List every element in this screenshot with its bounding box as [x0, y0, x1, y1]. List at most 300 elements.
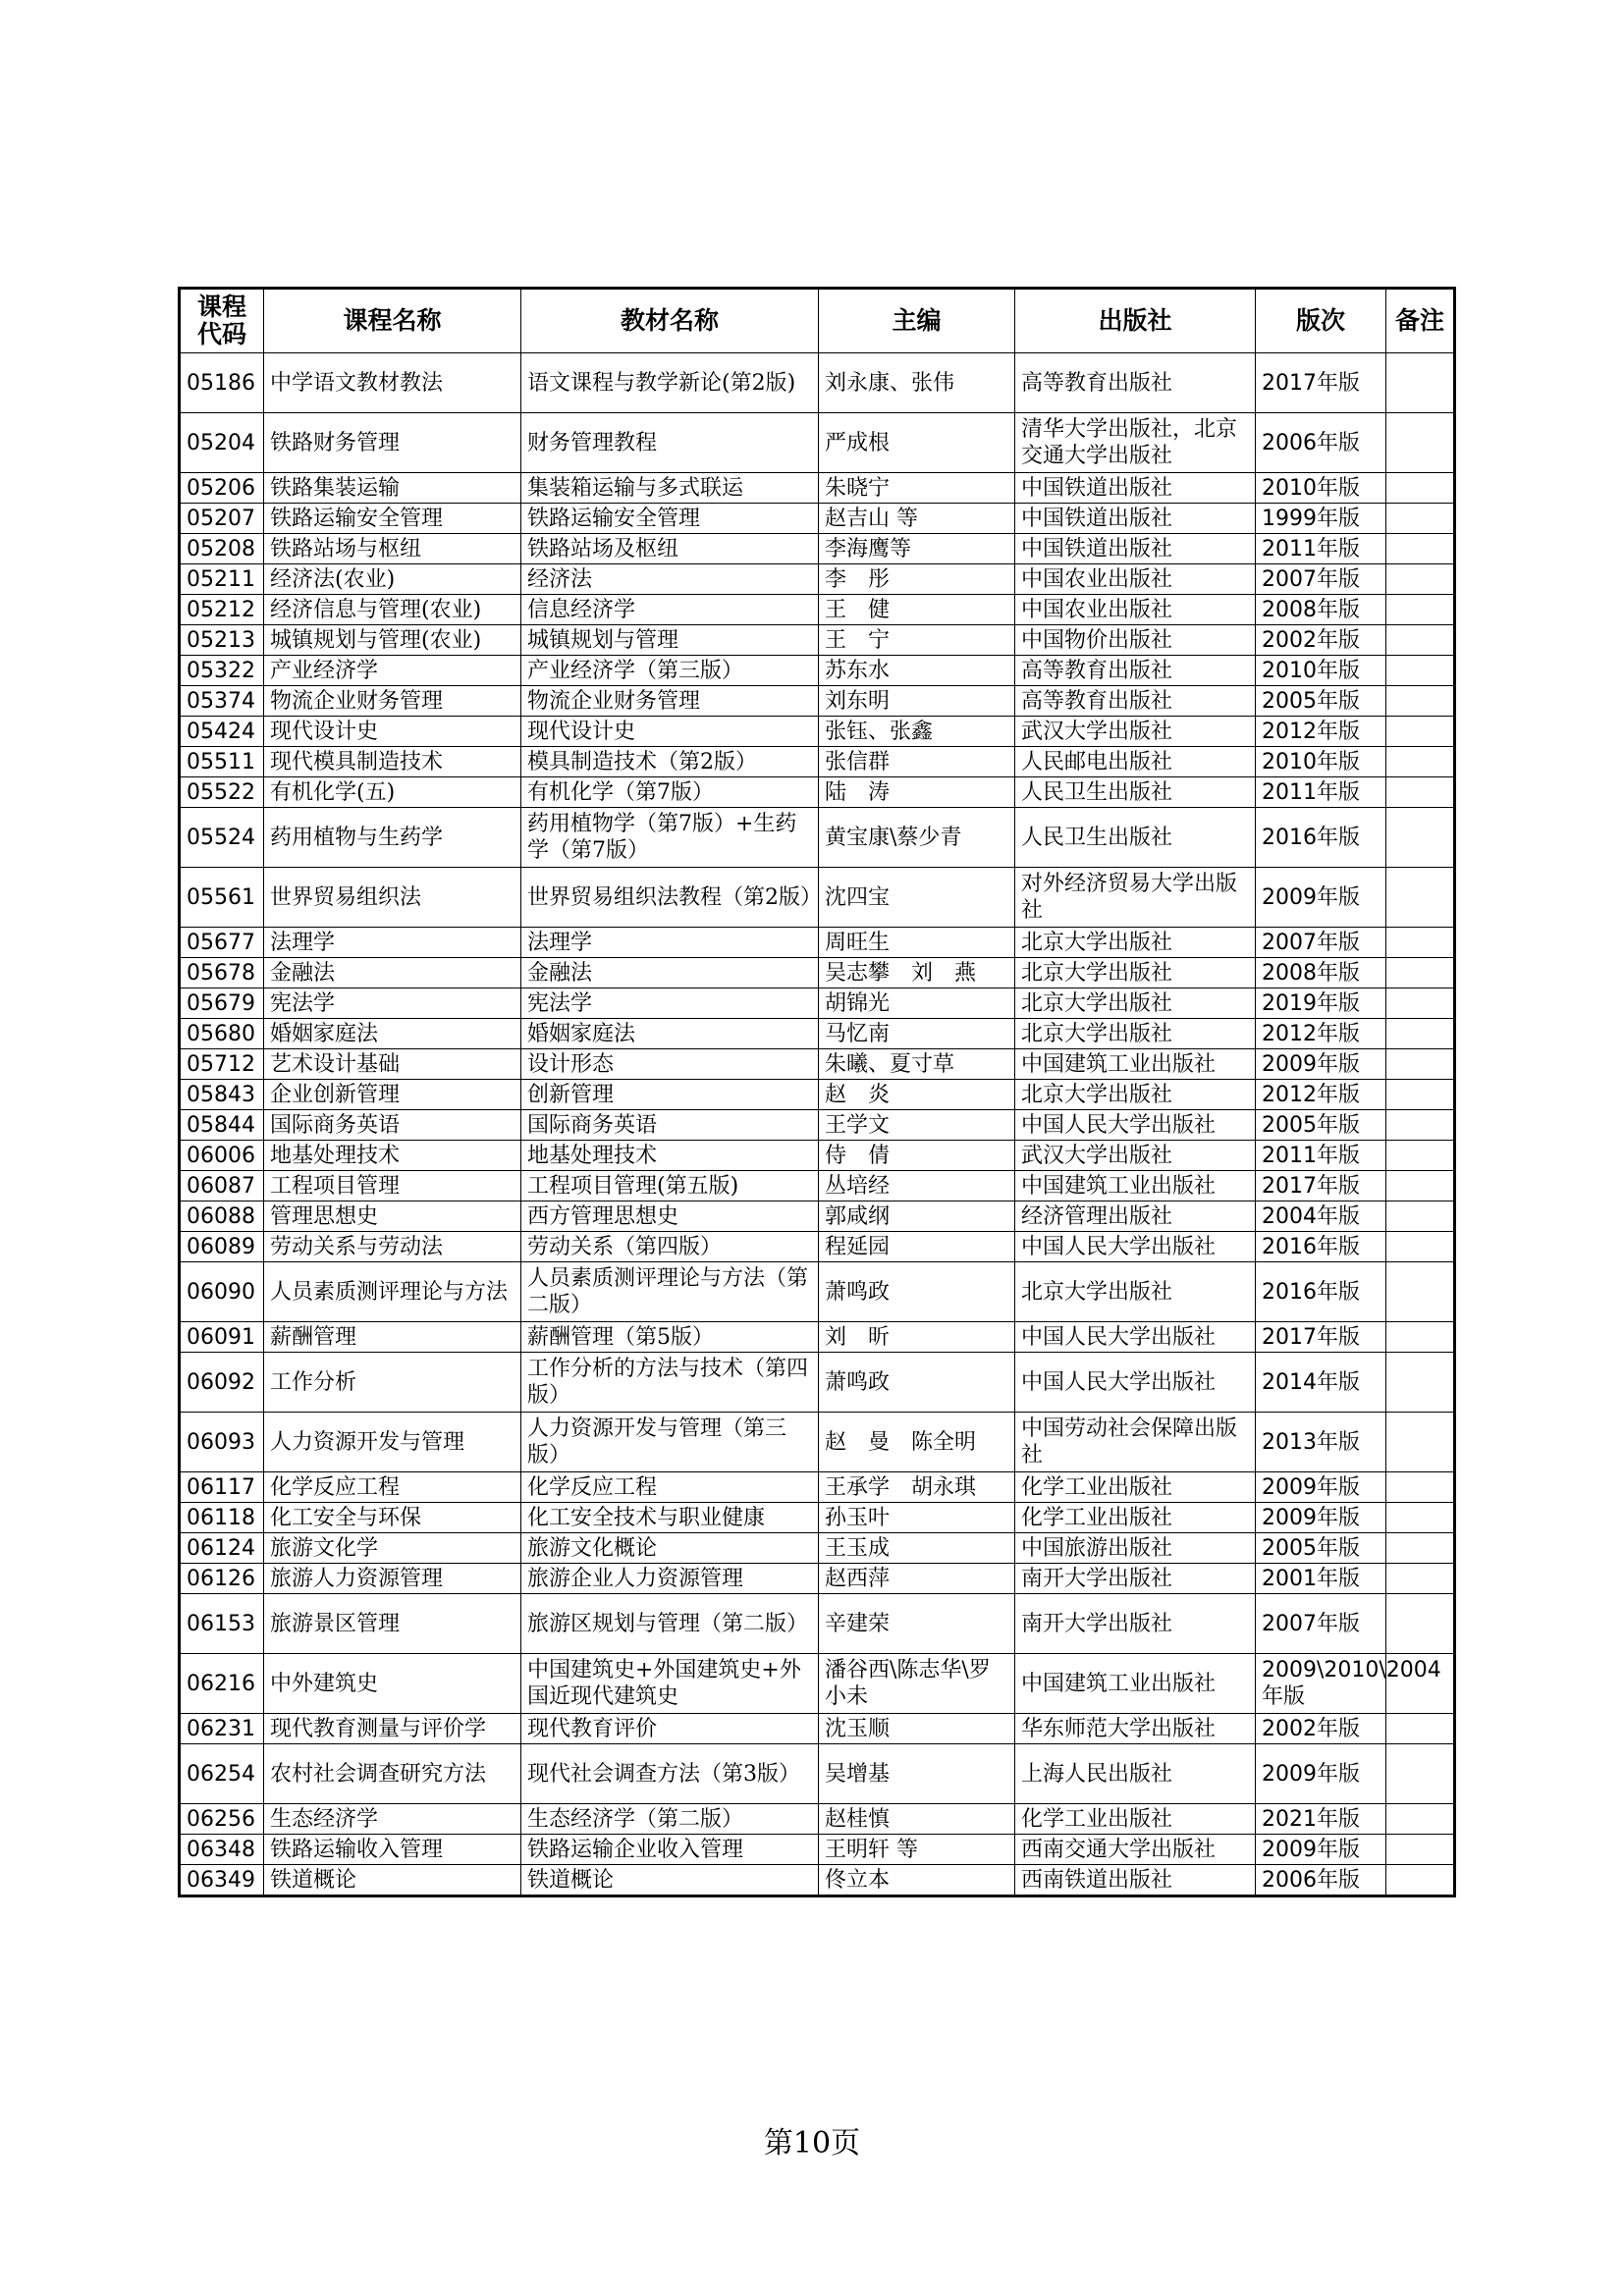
- note-cell: [1386, 1171, 1455, 1201]
- textbook-name-cell: 人员素质测评理论与方法（第二版）: [521, 1262, 819, 1322]
- note-cell: [1386, 595, 1455, 625]
- code-cell: 05211: [180, 564, 264, 595]
- publisher-cell: 北京大学出版社: [1015, 988, 1256, 1019]
- code-cell: 06349: [180, 1865, 264, 1896]
- textbook-name-cell: 产业经济学（第三版）: [521, 656, 819, 686]
- edition-cell: 2002年版: [1256, 1714, 1386, 1744]
- textbook-name-cell: 物流企业财务管理: [521, 686, 819, 717]
- publisher-cell: 西南交通大学出版社: [1015, 1835, 1256, 1865]
- editor-cell: 刘东明: [819, 686, 1015, 717]
- code-cell: 05678: [180, 958, 264, 988]
- note-cell: [1386, 1533, 1455, 1564]
- note-cell: [1386, 1804, 1455, 1835]
- publisher-cell: 中国建筑工业出版社: [1015, 1171, 1256, 1201]
- course-name-cell: 法理学: [264, 928, 521, 958]
- table-row: [180, 1322, 1455, 1353]
- textbook-name-cell: 药用植物学（第7版）+生药学（第7版）: [521, 808, 819, 868]
- publisher-cell: 高等教育出版社: [1015, 656, 1256, 686]
- course-name-cell: 中外建筑史: [264, 1654, 521, 1714]
- editor-cell: 黄宝康\蔡少青: [819, 808, 1015, 868]
- textbook-name-cell: 铁路运输企业收入管理: [521, 1835, 819, 1865]
- course-name-cell: 地基处理技术: [264, 1141, 521, 1171]
- course-name-cell: 现代设计史: [264, 717, 521, 747]
- header-edition: 版次: [1256, 289, 1386, 353]
- note-cell: [1386, 747, 1455, 777]
- editor-cell: 赵桂慎: [819, 1804, 1015, 1835]
- textbook-name-cell: 模具制造技术（第2版）: [521, 747, 819, 777]
- textbook-name-cell: 化学反应工程: [521, 1472, 819, 1503]
- editor-cell: 朱晓宁: [819, 473, 1015, 504]
- code-cell: 05212: [180, 595, 264, 625]
- textbook-name-cell: 有机化学（第7版）: [521, 777, 819, 808]
- code-cell: 06126: [180, 1564, 264, 1594]
- publisher-cell: 中国人民大学出版社: [1015, 1232, 1256, 1262]
- code-cell: 06093: [180, 1413, 264, 1472]
- edition-cell: 2005年版: [1256, 686, 1386, 717]
- course-name-cell: 婚姻家庭法: [264, 1019, 521, 1049]
- publisher-cell: 中国物价出版社: [1015, 625, 1256, 656]
- editor-cell: 严成根: [819, 413, 1015, 473]
- edition-cell: 2008年版: [1256, 595, 1386, 625]
- publisher-cell: 高等教育出版社: [1015, 686, 1256, 717]
- publisher-cell: 武汉大学出版社: [1015, 717, 1256, 747]
- header-row: [180, 289, 1455, 353]
- note-cell: [1386, 504, 1455, 534]
- code-cell: 06153: [180, 1594, 264, 1654]
- publisher-cell: 中国建筑工业出版社: [1015, 1654, 1256, 1714]
- edition-cell: 2010年版: [1256, 747, 1386, 777]
- editor-cell: 萧鸣政: [819, 1353, 1015, 1413]
- publisher-cell: 中国人民大学出版社: [1015, 1110, 1256, 1141]
- course-name-cell: 现代教育测量与评价学: [264, 1714, 521, 1744]
- course-name-cell: 旅游人力资源管理: [264, 1564, 521, 1594]
- editor-cell: 王承学 胡永琪: [819, 1472, 1015, 1503]
- publisher-cell: 北京大学出版社: [1015, 1262, 1256, 1322]
- editor-cell: 孙玉叶: [819, 1503, 1015, 1533]
- textbook-name-cell: 国际商务英语: [521, 1110, 819, 1141]
- note-cell: [1386, 534, 1455, 564]
- course-name-cell: 国际商务英语: [264, 1110, 521, 1141]
- code-cell: 05206: [180, 473, 264, 504]
- note-cell: [1386, 1413, 1455, 1472]
- table-header: [180, 289, 1455, 353]
- textbook-name-cell: 经济法: [521, 564, 819, 595]
- table-row: [180, 1049, 1455, 1080]
- code-cell: 05843: [180, 1080, 264, 1110]
- code-cell: 06092: [180, 1353, 264, 1413]
- course-name-cell: 薪酬管理: [264, 1322, 521, 1353]
- edition-cell: 2011年版: [1256, 534, 1386, 564]
- editor-cell: 佟立本: [819, 1865, 1015, 1896]
- edition-cell: 2001年版: [1256, 1564, 1386, 1594]
- code-cell: 06091: [180, 1322, 264, 1353]
- code-cell: 05677: [180, 928, 264, 958]
- editor-cell: 王 宁: [819, 625, 1015, 656]
- edition-cell: 2013年版: [1256, 1413, 1386, 1472]
- code-cell: 05522: [180, 777, 264, 808]
- publisher-cell: 南开大学出版社: [1015, 1564, 1256, 1594]
- note-cell: [1386, 1353, 1455, 1413]
- editor-cell: 刘永康、张伟: [819, 353, 1015, 413]
- code-cell: 06089: [180, 1232, 264, 1262]
- textbook-name-cell: 金融法: [521, 958, 819, 988]
- publisher-cell: 化学工业出版社: [1015, 1503, 1256, 1533]
- table-row: [180, 1533, 1455, 1564]
- edition-cell: 1999年版: [1256, 504, 1386, 534]
- textbook-name-cell: 城镇规划与管理: [521, 625, 819, 656]
- note-cell: [1386, 1201, 1455, 1232]
- textbook-name-cell: 铁路站场及枢纽: [521, 534, 819, 564]
- course-name-cell: 劳动关系与劳动法: [264, 1232, 521, 1262]
- code-cell: 05374: [180, 686, 264, 717]
- course-name-cell: 工程项目管理: [264, 1171, 521, 1201]
- table-row: [180, 777, 1455, 808]
- textbook-table: [178, 287, 1456, 1897]
- code-cell: 06348: [180, 1835, 264, 1865]
- textbook-name-cell: 创新管理: [521, 1080, 819, 1110]
- table-body: [180, 353, 1455, 1896]
- textbook-name-cell: 铁路运输安全管理: [521, 504, 819, 534]
- publisher-cell: 南开大学出版社: [1015, 1594, 1256, 1654]
- note-cell: [1386, 1744, 1455, 1804]
- edition-cell: 2016年版: [1256, 1262, 1386, 1322]
- code-cell: 06118: [180, 1503, 264, 1533]
- course-name-cell: 人员素质测评理论与方法: [264, 1262, 521, 1322]
- table-row: [180, 928, 1455, 958]
- edition-cell: 2009年版: [1256, 1472, 1386, 1503]
- note-cell: [1386, 717, 1455, 747]
- note-cell: [1386, 868, 1455, 928]
- textbook-name-cell: 工程项目管理(第五版): [521, 1171, 819, 1201]
- course-name-cell: 生态经济学: [264, 1804, 521, 1835]
- course-name-cell: 世界贸易组织法: [264, 868, 521, 928]
- note-cell: [1386, 1141, 1455, 1171]
- editor-cell: 吴志攀 刘 燕: [819, 958, 1015, 988]
- textbook-name-cell: 语文课程与教学新论(第2版): [521, 353, 819, 413]
- header-editor: 主编: [819, 289, 1015, 353]
- table-row: [180, 1413, 1455, 1472]
- textbook-name-cell: 旅游企业人力资源管理: [521, 1564, 819, 1594]
- textbook-name-cell: 地基处理技术: [521, 1141, 819, 1171]
- table-row: [180, 1110, 1455, 1141]
- table-row: [180, 1262, 1455, 1322]
- table-row: [180, 1353, 1455, 1413]
- course-name-cell: 宪法学: [264, 988, 521, 1019]
- code-cell: 05204: [180, 413, 264, 473]
- editor-cell: 王学文: [819, 1110, 1015, 1141]
- course-name-cell: 城镇规划与管理(农业): [264, 625, 521, 656]
- textbook-name-cell: 薪酬管理（第5版）: [521, 1322, 819, 1353]
- edition-cell: 2017年版: [1256, 353, 1386, 413]
- code-cell: 05424: [180, 717, 264, 747]
- code-cell: 06216: [180, 1654, 264, 1714]
- note-cell: [1386, 1503, 1455, 1533]
- publisher-cell: 化学工业出版社: [1015, 1472, 1256, 1503]
- publisher-cell: 中国农业出版社: [1015, 564, 1256, 595]
- note-cell: [1386, 808, 1455, 868]
- publisher-cell: 中国人民大学出版社: [1015, 1353, 1256, 1413]
- publisher-cell: 中国建筑工业出版社: [1015, 1049, 1256, 1080]
- publisher-cell: 中国人民大学出版社: [1015, 1322, 1256, 1353]
- publisher-cell: 中国劳动社会保障出版社: [1015, 1413, 1256, 1472]
- edition-cell: 2004年版: [1256, 1201, 1386, 1232]
- note-cell: [1386, 928, 1455, 958]
- edition-cell: 2007年版: [1256, 928, 1386, 958]
- editor-cell: 苏东水: [819, 656, 1015, 686]
- publisher-cell: 北京大学出版社: [1015, 958, 1256, 988]
- edition-cell: 2006年版: [1256, 413, 1386, 473]
- course-name-cell: 旅游景区管理: [264, 1594, 521, 1654]
- editor-cell: 赵 炎: [819, 1080, 1015, 1110]
- table-row: [180, 353, 1455, 413]
- code-cell: 06088: [180, 1201, 264, 1232]
- editor-cell: 张钰、张鑫: [819, 717, 1015, 747]
- table-row: [180, 534, 1455, 564]
- course-name-cell: 企业创新管理: [264, 1080, 521, 1110]
- edition-cell: 2009年版: [1256, 1503, 1386, 1533]
- editor-cell: 王明轩 等: [819, 1835, 1015, 1865]
- note-cell: [1386, 1080, 1455, 1110]
- editor-cell: 王玉成: [819, 1533, 1015, 1564]
- edition-cell: 2012年版: [1256, 1019, 1386, 1049]
- editor-cell: 马忆南: [819, 1019, 1015, 1049]
- edition-cell: 2017年版: [1256, 1322, 1386, 1353]
- course-name-cell: 中学语文教材教法: [264, 353, 521, 413]
- edition-cell: 2005年版: [1256, 1110, 1386, 1141]
- code-cell: 05511: [180, 747, 264, 777]
- edition-cell: 2007年版: [1256, 564, 1386, 595]
- table-row: [180, 1804, 1455, 1835]
- editor-cell: 李海鹰等: [819, 534, 1015, 564]
- editor-cell: 沈玉顺: [819, 1714, 1015, 1744]
- note-cell: [1386, 686, 1455, 717]
- course-name-cell: 化学反应工程: [264, 1472, 521, 1503]
- publisher-cell: 北京大学出版社: [1015, 928, 1256, 958]
- table-row: [180, 808, 1455, 868]
- publisher-cell: 化学工业出版社: [1015, 1804, 1256, 1835]
- publisher-cell: 中国铁道出版社: [1015, 534, 1256, 564]
- publisher-cell: 武汉大学出版社: [1015, 1141, 1256, 1171]
- editor-cell: 郭咸纲: [819, 1201, 1015, 1232]
- textbook-name-cell: 世界贸易组织法教程（第2版）: [521, 868, 819, 928]
- table-row: [180, 564, 1455, 595]
- table-row: [180, 1714, 1455, 1744]
- code-cell: 06087: [180, 1171, 264, 1201]
- publisher-cell: 中国铁道出版社: [1015, 473, 1256, 504]
- note-cell: [1386, 413, 1455, 473]
- textbook-name-cell: 法理学: [521, 928, 819, 958]
- editor-cell: 赵吉山 等: [819, 504, 1015, 534]
- publisher-cell: 中国铁道出版社: [1015, 504, 1256, 534]
- edition-cell: 2012年版: [1256, 717, 1386, 747]
- edition-cell: 2009年版: [1256, 1744, 1386, 1804]
- edition-cell: 2016年版: [1256, 1232, 1386, 1262]
- course-name-cell: 人力资源开发与管理: [264, 1413, 521, 1472]
- editor-cell: 陆 涛: [819, 777, 1015, 808]
- code-cell: 06254: [180, 1744, 264, 1804]
- table-row: [180, 1564, 1455, 1594]
- code-cell: 05186: [180, 353, 264, 413]
- note-cell: [1386, 988, 1455, 1019]
- note-cell: [1386, 1472, 1455, 1503]
- edition-cell: 2009\2010\2004年版: [1256, 1654, 1386, 1714]
- code-cell: 05712: [180, 1049, 264, 1080]
- edition-cell: 2016年版: [1256, 808, 1386, 868]
- note-cell: [1386, 1232, 1455, 1262]
- publisher-cell: 上海人民出版社: [1015, 1744, 1256, 1804]
- note-cell: [1386, 1110, 1455, 1141]
- textbook-name-cell: 信息经济学: [521, 595, 819, 625]
- edition-cell: 2002年版: [1256, 625, 1386, 656]
- table-row: [180, 747, 1455, 777]
- note-cell: [1386, 625, 1455, 656]
- publisher-cell: 人民卫生出版社: [1015, 808, 1256, 868]
- course-name-cell: 药用植物与生药学: [264, 808, 521, 868]
- publisher-cell: 北京大学出版社: [1015, 1019, 1256, 1049]
- code-cell: 05679: [180, 988, 264, 1019]
- table-row: [180, 1201, 1455, 1232]
- table-row: [180, 717, 1455, 747]
- table-row: [180, 1865, 1455, 1896]
- editor-cell: 沈四宝: [819, 868, 1015, 928]
- textbook-name-cell: 集装箱运输与多式联运: [521, 473, 819, 504]
- table-row: [180, 1744, 1455, 1804]
- table-row: [180, 1503, 1455, 1533]
- course-name-cell: 铁路运输收入管理: [264, 1835, 521, 1865]
- edition-cell: 2008年版: [1256, 958, 1386, 988]
- edition-cell: 2011年版: [1256, 777, 1386, 808]
- textbook-name-cell: 人力资源开发与管理（第三版）: [521, 1413, 819, 1472]
- editor-cell: 赵 曼 陈全明: [819, 1413, 1015, 1472]
- editor-cell: 朱曦、夏寸草: [819, 1049, 1015, 1080]
- textbook-name-cell: 旅游文化概论: [521, 1533, 819, 1564]
- editor-cell: 刘 昕: [819, 1322, 1015, 1353]
- page-number: 第10页: [763, 2126, 861, 2161]
- code-cell: 05213: [180, 625, 264, 656]
- note-cell: [1386, 1322, 1455, 1353]
- note-cell: [1386, 777, 1455, 808]
- textbook-name-cell: 工作分析的方法与技术（第四版）: [521, 1353, 819, 1413]
- course-name-cell: 旅游文化学: [264, 1533, 521, 1564]
- table-row: [180, 1019, 1455, 1049]
- publisher-cell: 北京大学出版社: [1015, 1080, 1256, 1110]
- publisher-cell: 华东师范大学出版社: [1015, 1714, 1256, 1744]
- table-row: [180, 595, 1455, 625]
- note-cell: [1386, 1714, 1455, 1744]
- table-row: [180, 1594, 1455, 1654]
- publisher-cell: 清华大学出版社，北京交通大学出版社: [1015, 413, 1256, 473]
- course-name-cell: 铁路集装运输: [264, 473, 521, 504]
- header-code: 课程 代码: [180, 289, 264, 353]
- edition-cell: 2009年版: [1256, 1835, 1386, 1865]
- textbook-name-cell: 生态经济学（第二版）: [521, 1804, 819, 1835]
- table-row: [180, 1171, 1455, 1201]
- edition-cell: 2014年版: [1256, 1353, 1386, 1413]
- publisher-cell: 高等教育出版社: [1015, 353, 1256, 413]
- editor-cell: 吴增基: [819, 1744, 1015, 1804]
- code-cell: 05322: [180, 656, 264, 686]
- header-publisher: 出版社: [1015, 289, 1256, 353]
- course-name-cell: 经济信息与管理(农业): [264, 595, 521, 625]
- publisher-cell: 对外经济贸易大学出版社: [1015, 868, 1256, 928]
- textbook-name-cell: 财务管理教程: [521, 413, 819, 473]
- header-course-name: 课程名称: [264, 289, 521, 353]
- note-cell: [1386, 1049, 1455, 1080]
- table-row: [180, 868, 1455, 928]
- table-row: [180, 625, 1455, 656]
- table-row: [180, 413, 1455, 473]
- course-name-cell: 产业经济学: [264, 656, 521, 686]
- editor-cell: 潘谷西\陈志华\罗小未: [819, 1654, 1015, 1714]
- note-cell: [1386, 1594, 1455, 1654]
- note-cell: [1386, 473, 1455, 504]
- code-cell: 05680: [180, 1019, 264, 1049]
- table-row: [180, 504, 1455, 534]
- edition-cell: 2017年版: [1256, 1171, 1386, 1201]
- publisher-cell: 人民卫生出版社: [1015, 777, 1256, 808]
- course-name-cell: 经济法(农业): [264, 564, 521, 595]
- edition-cell: 2006年版: [1256, 1865, 1386, 1896]
- note-cell: [1386, 1865, 1455, 1896]
- course-name-cell: 化工安全与环保: [264, 1503, 521, 1533]
- table-row: [180, 1141, 1455, 1171]
- note-cell: [1386, 1835, 1455, 1865]
- textbook-name-cell: 化工安全技术与职业健康: [521, 1503, 819, 1533]
- code-cell: 05561: [180, 868, 264, 928]
- course-name-cell: 铁路站场与枢纽: [264, 534, 521, 564]
- table-row: [180, 1232, 1455, 1262]
- note-cell: [1386, 564, 1455, 595]
- table-row: [180, 1080, 1455, 1110]
- edition-cell: 2007年版: [1256, 1594, 1386, 1654]
- edition-cell: 2009年版: [1256, 1049, 1386, 1080]
- course-name-cell: 铁道概论: [264, 1865, 521, 1896]
- code-cell: 06231: [180, 1714, 264, 1744]
- table-row: [180, 988, 1455, 1019]
- code-cell: 06256: [180, 1804, 264, 1835]
- publisher-cell: 经济管理出版社: [1015, 1201, 1256, 1232]
- editor-cell: 辛建荣: [819, 1594, 1015, 1654]
- textbook-name-cell: 旅游区规划与管理（第二版）: [521, 1594, 819, 1654]
- header-textbook-name: 教材名称: [521, 289, 819, 353]
- edition-cell: 2021年版: [1256, 1804, 1386, 1835]
- publisher-cell: 西南铁道出版社: [1015, 1865, 1256, 1896]
- edition-cell: 2019年版: [1256, 988, 1386, 1019]
- code-cell: 05524: [180, 808, 264, 868]
- editor-cell: 周旺生: [819, 928, 1015, 958]
- table-row: [180, 1654, 1455, 1714]
- course-name-cell: 金融法: [264, 958, 521, 988]
- code-cell: 06090: [180, 1262, 264, 1322]
- textbook-name-cell: 劳动关系（第四版）: [521, 1232, 819, 1262]
- course-name-cell: 工作分析: [264, 1353, 521, 1413]
- edition-cell: 2010年版: [1256, 473, 1386, 504]
- table-row: [180, 656, 1455, 686]
- editor-cell: 李 彤: [819, 564, 1015, 595]
- course-name-cell: 铁路财务管理: [264, 413, 521, 473]
- note-cell: [1386, 1564, 1455, 1594]
- textbook-name-cell: 现代社会调查方法（第3版）: [521, 1744, 819, 1804]
- course-name-cell: 有机化学(五): [264, 777, 521, 808]
- publisher-cell: 中国农业出版社: [1015, 595, 1256, 625]
- code-cell: 06124: [180, 1533, 264, 1564]
- editor-cell: 程延园: [819, 1232, 1015, 1262]
- code-cell: 05844: [180, 1110, 264, 1141]
- course-name-cell: 物流企业财务管理: [264, 686, 521, 717]
- textbook-name-cell: 中国建筑史+外国建筑史+外国近现代建筑史: [521, 1654, 819, 1714]
- course-name-cell: 艺术设计基础: [264, 1049, 521, 1080]
- code-cell: 06117: [180, 1472, 264, 1503]
